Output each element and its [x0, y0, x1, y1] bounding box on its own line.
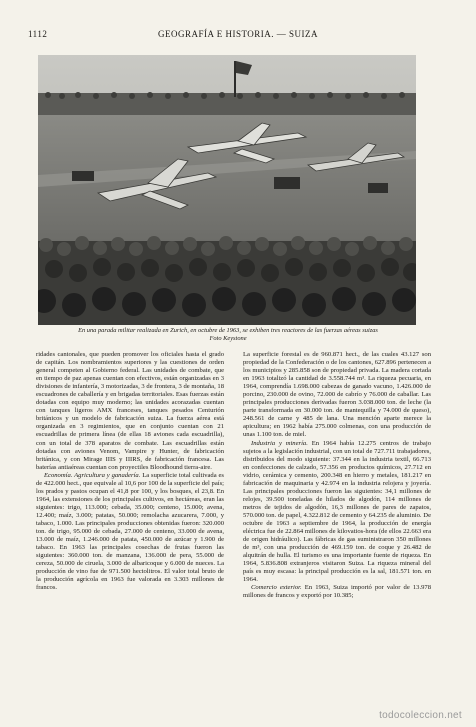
paragraph-industry — [243, 440, 431, 585]
section-heading-trade: Comercio exterior. — [251, 584, 302, 592]
right-column — [243, 351, 431, 600]
agriculture-text: La superficie total cultivada es de 422.000 hect., que equivale al 10,6 por 100 de la superficie del país; los prados y pastos ocupan el 41,8 por 100, y los bosques, el 23,8. En 1964, las extensiones de los principales cultivos, en hectáreas, eran las siguientes: trigo, 113.000; cebada, 35.000; centeno, 15.000; avena, 12.400; maíz, 3.000; patatas, 50.000; remolacha azucarera, 7.000, y tabaco, 1.000. Las principales producciones obtenidas fueron: 320.000 ton. de trigo, 95.000 de cebada, 27.000 de centeno, 33.000 de avena, 13.000 de maíz, 1.246.000 de patata, 450.000 de azúcar y 1.900 de tabaco. En 1963 las principales cosechas de frutas fueron las siguientes: 360.000 ton. de manzana, 136.000 de pera, 55.000 de cereza, 50.000 de ciruela, 3.000 de albaricoque y 6.000 de nueces. La producción de vino fue de 971.500 hectolitros. El valor total bruto de la producción agrícola en 1963 fue valorada en 3.303 millones de francos. — [36, 471, 224, 592]
paragraph-agriculture — [36, 472, 224, 593]
photo-credit: Foto Keystone — [209, 335, 247, 342]
trade-text: En 1963, Suiza importó por valor de 13.978 millones de francos y exportó por 10.385; — [243, 584, 431, 600]
caption-text: En una parada militar realizada en Zurich, en octubre de 1963, se exhiben tres reactores de las fuerzas aéreas suizas — [78, 327, 378, 334]
parade-photo-illustration — [38, 55, 416, 325]
page-header — [28, 29, 448, 43]
paragraph-army: ridades cantonales, que pueden promover los oficiales hasta el grado de capitán. Los nombramientos superiores y las cuestiones de orden general competen al Gobierno federal. Las unidades de combate, que en tiempo de paz apenas cuentan con efectivos, están organizadas en 3 divisiones de infantería, 3 motorizadas, 3 de frontera, 3 de montaña, 18 escuadrones de caballería y en brigadas territoriales. Esas fuerzas están dotadas con equipo muy moderno; las unidades acorazadas cuentan con tanques ligeros AMX franceses, tanques pesados Centurión británicos y un modelo de fabricación suiza. La fuerza aérea está organizada en 3 regimientos, que en conjunto cuentan con 21 escuadrillas de primera línea (de ellas 18 aviones cada escuadrilla), con un total de 378 aparatos de combate. Las escuadrillas están dotadas con aviones Venom, Vampire y Hunter, de fabricación británica, y con Mirage IIIS y IIIRS, de fabricación francesa. Las baterías antiaéreas cuentan con proyectiles Bloodhound tierra-aire. — [36, 351, 224, 471]
section-heading-agriculture: Economía. Agricultura y ganadería. — [44, 471, 141, 479]
military-parade-photo — [38, 55, 416, 325]
photo-caption — [34, 327, 422, 343]
section-heading-industry: Industria y minería. — [251, 439, 308, 447]
paragraph-trade — [243, 584, 431, 600]
running-title: GEOGRAFÍA E HISTORIA. — SUIZA — [157, 29, 319, 39]
site-watermark: todocoleccion.net — [379, 710, 462, 721]
industry-text: En 1964 había 12.275 centros de trabajo sujetos a la legislación industrial, con un total de 727.711 trabajadores, distribuidos del modo siguiente: 37.344 en la industria textil, 66.713 en confecciones de calzado, 57.356 en productos químicos, 27.712 en vidrio, cerámica y cemento, 200.348 en hierro y metales, 181.217 en fabricación de maquinaria y 42.974 en la industria relojera y joyería. Las principales producciones fueron las siguientes: 34,1 millones de relojes, 39.500 toneladas de hilados de algodón, 114 millones de metros de tejidos de algodón, 16,3 millones de pares de zapatos, 570.000 ton. de papel, 4.322.812 de cemento y 64.235 de aluminio. De octubre de 1963 a septiembre de 1964, la producción de energía eléctrica fue de 22.864 millones de kilovatios-hora (de ellos 22.663 era de origen hidráulico). Las fábricas de gas suministraron 350 millones de m³, con una producción de 469.159 ton. de coque y 26.482 de alquitrán de hulla. El turismo es una importante fuente de riqueza. En 1964, 5.836.808 extranjeros visitaron Suiza. La riqueza mineral del país es muy escasa: la principal producción es la sal, 181.571 ton. en 1964. — [243, 439, 431, 584]
paragraph-forestry: La superficie forestal es de 960.871 hect., de las cuales 43.127 son propiedad de la Confederación o de los cantones, 627.896 pertenecen a los municipios y 285.858 son de propiedad privada. La madera cortada en 1963 totalizó la cantidad de 3.558.744 m³. La riqueza pecuaria, en 1964, comprendía 1.698.000 cabezas de ganado vacuno, 1.426.000 de porcino, 230.000 de ovino, 72.000 de cabrío y 76.000 de caballar. Las principales producciones derivadas fueron 3.038.000 ton. de leche (la parte transformada en 30.000 ton. de mantequilla y 74.000 de queso), 248.561 de carne y 485 de lana. Una mención aparte merece la apicultura; en 1962 había 275.000 colmenas, con una producción de unas 1.100 ton. de miel. — [243, 351, 431, 439]
left-column — [36, 351, 224, 592]
page-number: 1112 — [28, 29, 48, 39]
